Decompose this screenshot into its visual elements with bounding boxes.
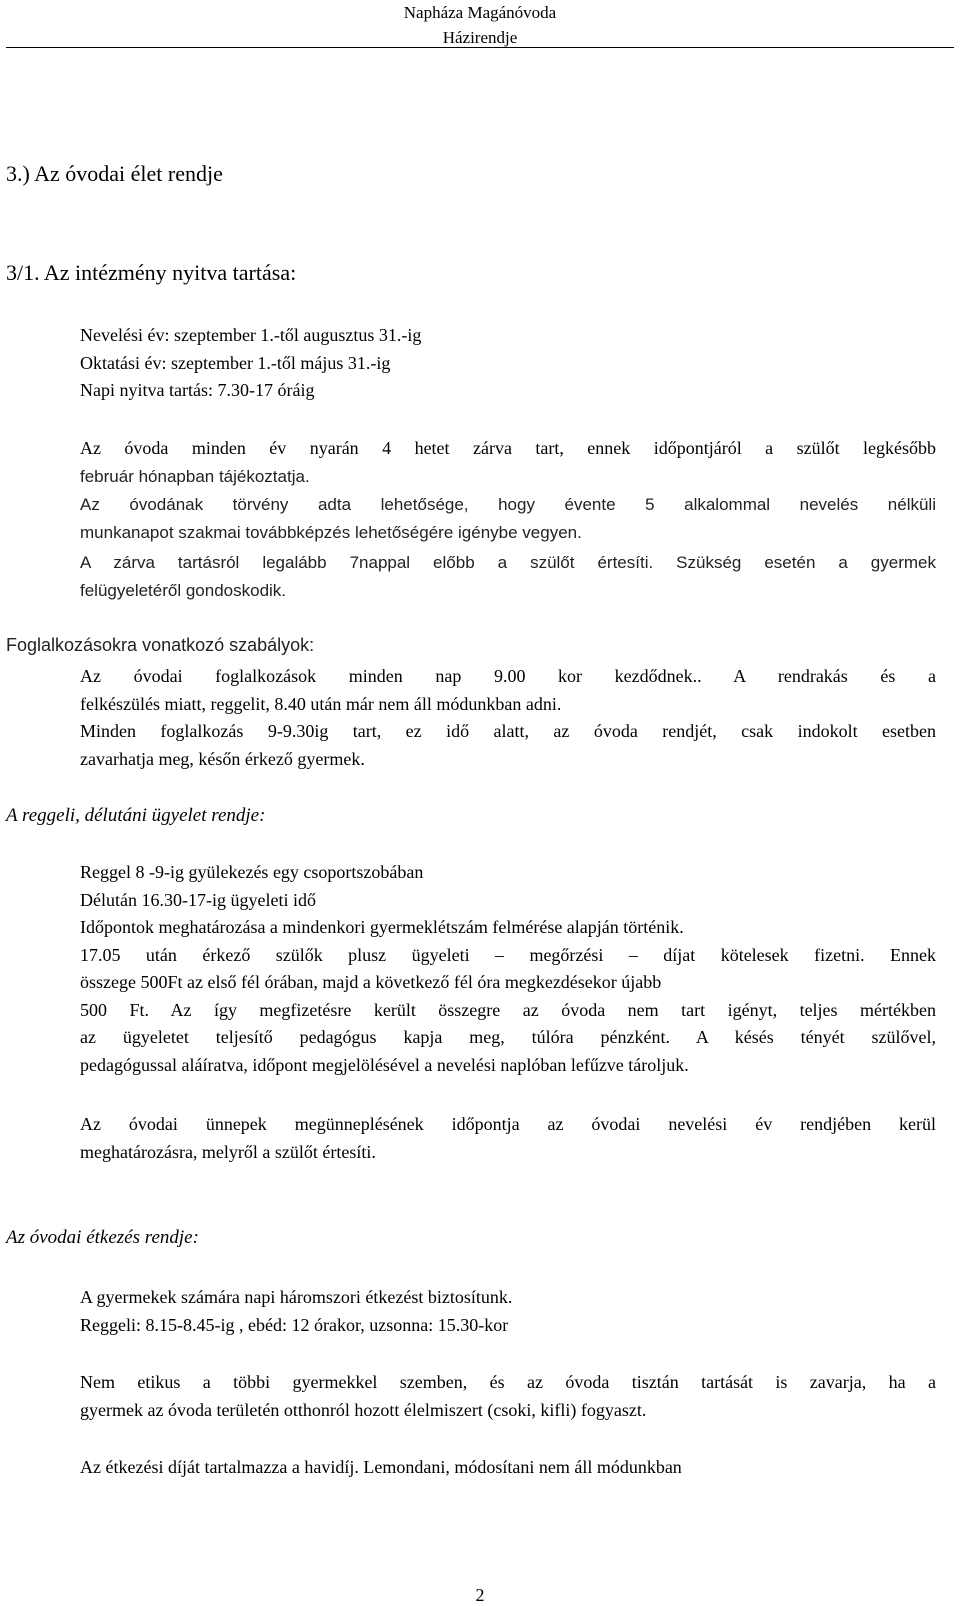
meal-fee-line: Az étkezési díját tartalmazza a havidíj. Lemondani, módosítani nem áll módunkban (80, 1457, 682, 1477)
paragraph-line: 17.05 után érkező szülők plusz ügyeleti – megőrzési – díjat kötelesek fizetni. Ennek (80, 944, 936, 965)
paragraph-line: február hónapban tájékoztatja. (80, 466, 310, 486)
paragraph-line: Reggel 8 -9-ig gyülekezés egy csoportszobában (80, 862, 424, 882)
duty-heading: A reggeli, délutáni ügyelet rendje: (6, 805, 266, 826)
paragraph-line: pedagógussal aláíratva, időpont megjelölésével a nevelési naplóban lefűzve tároljuk. (80, 1054, 689, 1075)
opening-period (80, 322, 421, 405)
paragraph-line: 500 Ft. Az így megfizetésre került összegre az óvoda nem tart igényt, teljes mértékben (80, 999, 936, 1020)
opening-line: Napi nyitva tartás: 7.30-17 óráig (80, 380, 315, 400)
paragraph-line: Minden foglalkozás 9-9.30ig tart, ez idő alatt, az óvoda rendjét, csak indokolt esetben (80, 721, 936, 741)
duty-paragraph (80, 859, 936, 1079)
paragraph-line: Időpontok meghatározása a mindenkori gyermeklétszám felmérése alapján történik. (80, 917, 684, 937)
page-header (0, 0, 960, 50)
page-number: 2 (475, 1585, 485, 1605)
paragraph-line: Délután 16.30-17-ig ügyeleti idő (80, 889, 316, 910)
paragraph-line: gyermek az óvoda területén otthonról hozott élelmiszert (csoki, kifli) fogyaszt. (80, 1399, 647, 1420)
paragraph-line: Reggeli: 8.15-8.45-ig , ebéd: 12 órakor, uzsonna: 15.30-kor (80, 1314, 509, 1335)
paragraph-line: munkanapot szakmai továbbképzés lehetőségére igénybe vegyen. (80, 522, 582, 542)
section-title: 3.) Az óvodai élet rendje (6, 161, 223, 186)
opening-line: Oktatási év: szeptember 1.-től május 31.-ig (80, 352, 391, 373)
header-school-name: Napháza Magánóvoda (403, 3, 557, 22)
subsection-title: 3/1. Az intézmény nyitva tartása: (6, 260, 297, 285)
paragraph-line: Az óvodai ünnepek megünneplésének időpontja az óvodai nevelési év rendjében kerül (80, 1114, 936, 1134)
meals-paragraph (80, 1284, 936, 1339)
header-document-name: Házirendje (442, 28, 518, 47)
holidays-paragraph (80, 1111, 936, 1166)
paragraph-line: A gyermekek számára napi háromszori étkezést biztosítunk. (80, 1287, 513, 1307)
activities-paragraph (80, 663, 936, 773)
closure-notice-paragraph (80, 549, 936, 604)
summer-closure-paragraph (80, 435, 936, 490)
meals-heading: Az óvodai étkezés rendje: (6, 1227, 199, 1248)
paragraph-line: Nem etikus a többi gyermekkel szemben, és az óvoda tisztán tartását is zavarja, ha a (80, 1372, 936, 1392)
paragraph-line: felkészülés miatt, reggelit, 8.40 után már nem áll módunkban adni. (80, 693, 562, 714)
food-rule-paragraph (80, 1369, 936, 1424)
opening-line: Nevelési év: szeptember 1.-től augusztus 31.-ig (80, 325, 422, 345)
training-paragraph (80, 491, 936, 546)
activities-heading: Foglalkozásokra vonatkozó szabályok: (6, 635, 315, 655)
paragraph-line: meghatározásra, melyről a szülőt értesíti. (80, 1141, 376, 1162)
paragraph-line: Az óvodának törvény adta lehetősége, hogy évente 5 alkalommal nevelés nélküli (80, 495, 936, 514)
paragraph-line: felügyeletéről gondoskodik. (80, 580, 287, 600)
paragraph-line: az ügyeletet teljesítő pedagógus kapja meg, túlóra pénzként. A késés tényét szülővel, (80, 1027, 936, 1047)
paragraph-line: A zárva tartásról legalább 7nappal előbb a szülőt értesíti. Szükség esetén a gyermek (80, 553, 936, 572)
paragraph-line: Az óvodai foglalkozások minden nap 9.00 kor kezdődnek.. A rendrakás és a (80, 666, 936, 686)
paragraph-line: Az óvoda minden év nyarán 4 hetet zárva tart, ennek időpontjáról a szülőt legkésőbb (80, 438, 936, 458)
header-divider (6, 47, 954, 48)
paragraph-line: összege 500Ft az első fél órában, majd a következő fél óra megkezdésekor újabb (80, 972, 662, 992)
paragraph-line: zavarhatja meg, későn érkező gyermek. (80, 748, 365, 769)
